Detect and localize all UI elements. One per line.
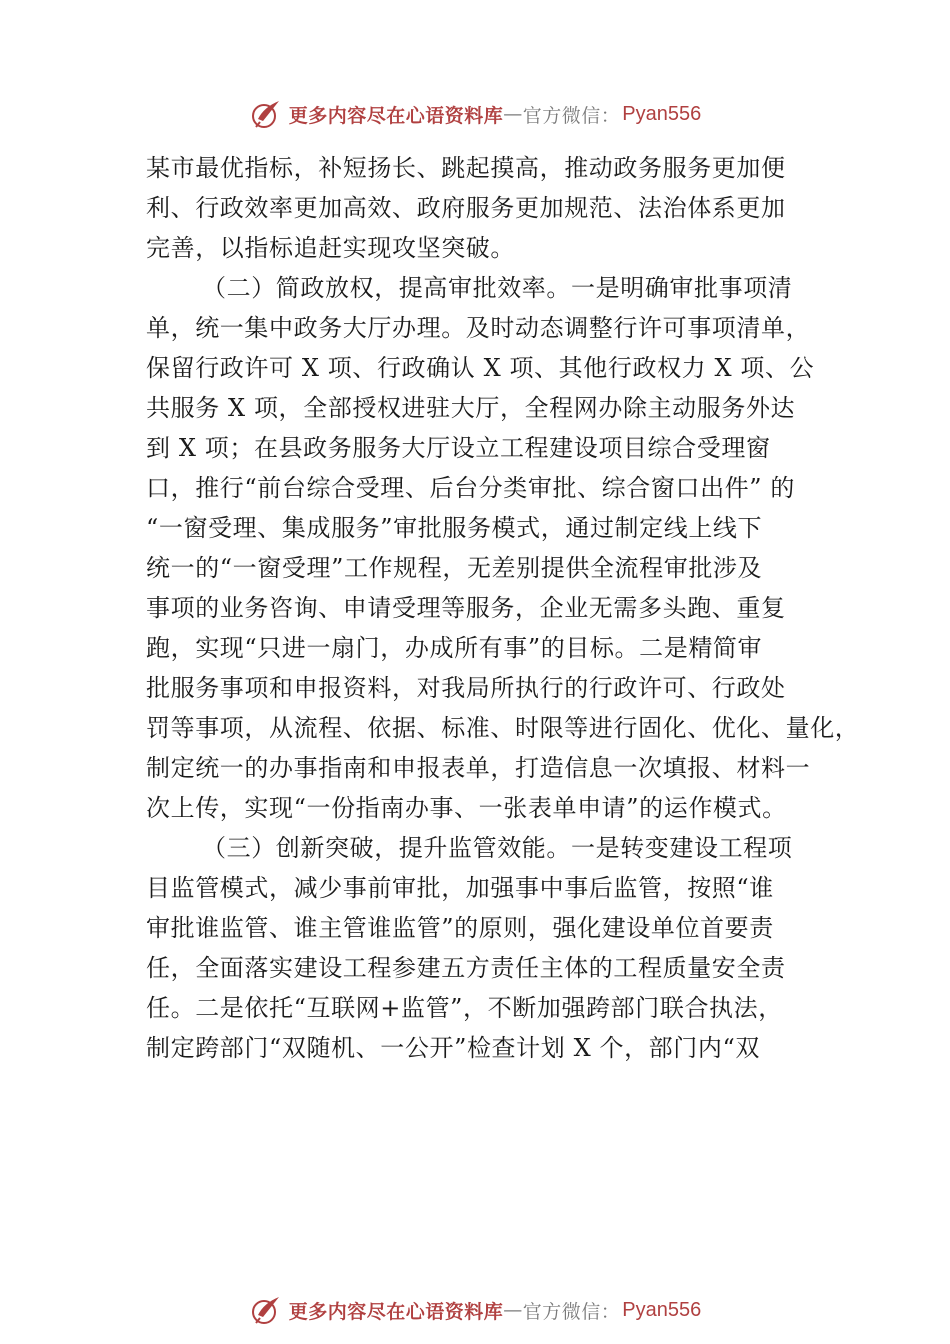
banner-main-text: 更多内容尽在心语资料库 bbox=[288, 104, 504, 127]
text-line: 事项的业务咨询、申请受理等服务，企业无需多头跑、重复 bbox=[146, 594, 786, 622]
text-line: 利、行政效率更加高效、政府服务更加规范、法治体系更加 bbox=[146, 194, 786, 222]
text-line: 统一的“一窗受理”工作规程，无差别提供全流程审批涉及 bbox=[146, 554, 763, 582]
text-line: 完善，以指标追赶实现攻坚突破。 bbox=[146, 234, 515, 262]
text-line: 口，推行“前台综合受理、后台分类审批、综合窗口出件” 的 bbox=[146, 474, 795, 502]
banner-separator: — bbox=[503, 103, 523, 125]
section-heading-line: （二）简政放权，提高审批效率。一是明确审批事项清 bbox=[202, 274, 793, 302]
text-line: 任。二是依托“互联网+监管”，不断加强跨部门联合执法， bbox=[146, 994, 783, 1022]
text-line: 制定跨部门“双随机、一公开”检查计划 X 个，部门内“双 bbox=[146, 1034, 760, 1062]
quill-seal-logo-icon bbox=[249, 1293, 283, 1327]
text-line: “一窗受理、集成服务”审批服务模式，通过制定线上线下 bbox=[146, 514, 763, 542]
text-line: 共服务 X 项，全部授权进驻大厅，全程网办除主动服务外达 bbox=[146, 394, 796, 422]
text-line: 单，统一集中政务大厅办理。及时动态调整行许可事项清单， bbox=[146, 314, 811, 342]
banner-main-text: 更多内容尽在心语资料库 bbox=[288, 1300, 504, 1323]
text-line: 任，全面落实建设工程参建五方责任主体的工程质量安全责 bbox=[146, 954, 786, 982]
banner-sub-text: 官方微信： bbox=[522, 1300, 621, 1323]
header-watermark-banner bbox=[0, 94, 950, 134]
footer-watermark-banner bbox=[0, 1290, 950, 1330]
text-line: 目监管模式，减少事前审批，加强事中事后监管，按照“谁 bbox=[146, 874, 774, 902]
banner-wechat-id: Pyan556 bbox=[622, 1298, 702, 1321]
text-line: 保留行政许可 X 项、行政确认 X 项、其他行政权力 X 项、公 bbox=[146, 354, 815, 382]
section-heading-line: （三）创新突破，提升监管效能。一是转变建设工程项 bbox=[202, 834, 793, 862]
banner-wechat-id: Pyan556 bbox=[622, 102, 702, 125]
text-line: 审批谁监管、谁主管谁监管”的原则，强化建设单位首要责 bbox=[146, 914, 774, 942]
text-line: 罚等事项，从流程、依据、标准、时限等进行固化、优化、量化， bbox=[146, 714, 860, 742]
text-line: 跑，实现“只进一扇门，办成所有事”的目标。二是精简审 bbox=[146, 634, 763, 662]
text-line: 批服务事项和申报资料，对我局所执行的行政许可、行政处 bbox=[146, 674, 786, 702]
text-line: 某市最优指标，补短扬长、跳起摸高，推动政务服务更加便 bbox=[146, 154, 786, 182]
text-line: 次上传，实现“一份指南办事、一张表单申请”的运作模式。 bbox=[146, 794, 787, 822]
banner-separator: — bbox=[503, 1299, 523, 1321]
quill-seal-logo-icon bbox=[249, 97, 283, 131]
text-line: 制定统一的办事指南和申报表单，打造信息一次填报、材料一 bbox=[146, 754, 811, 782]
document-body bbox=[146, 148, 860, 1068]
text-line: 到 X 项；在县政务服务大厅设立工程建设项目综合受理窗 bbox=[146, 434, 771, 462]
banner-sub-text: 官方微信： bbox=[522, 104, 621, 127]
